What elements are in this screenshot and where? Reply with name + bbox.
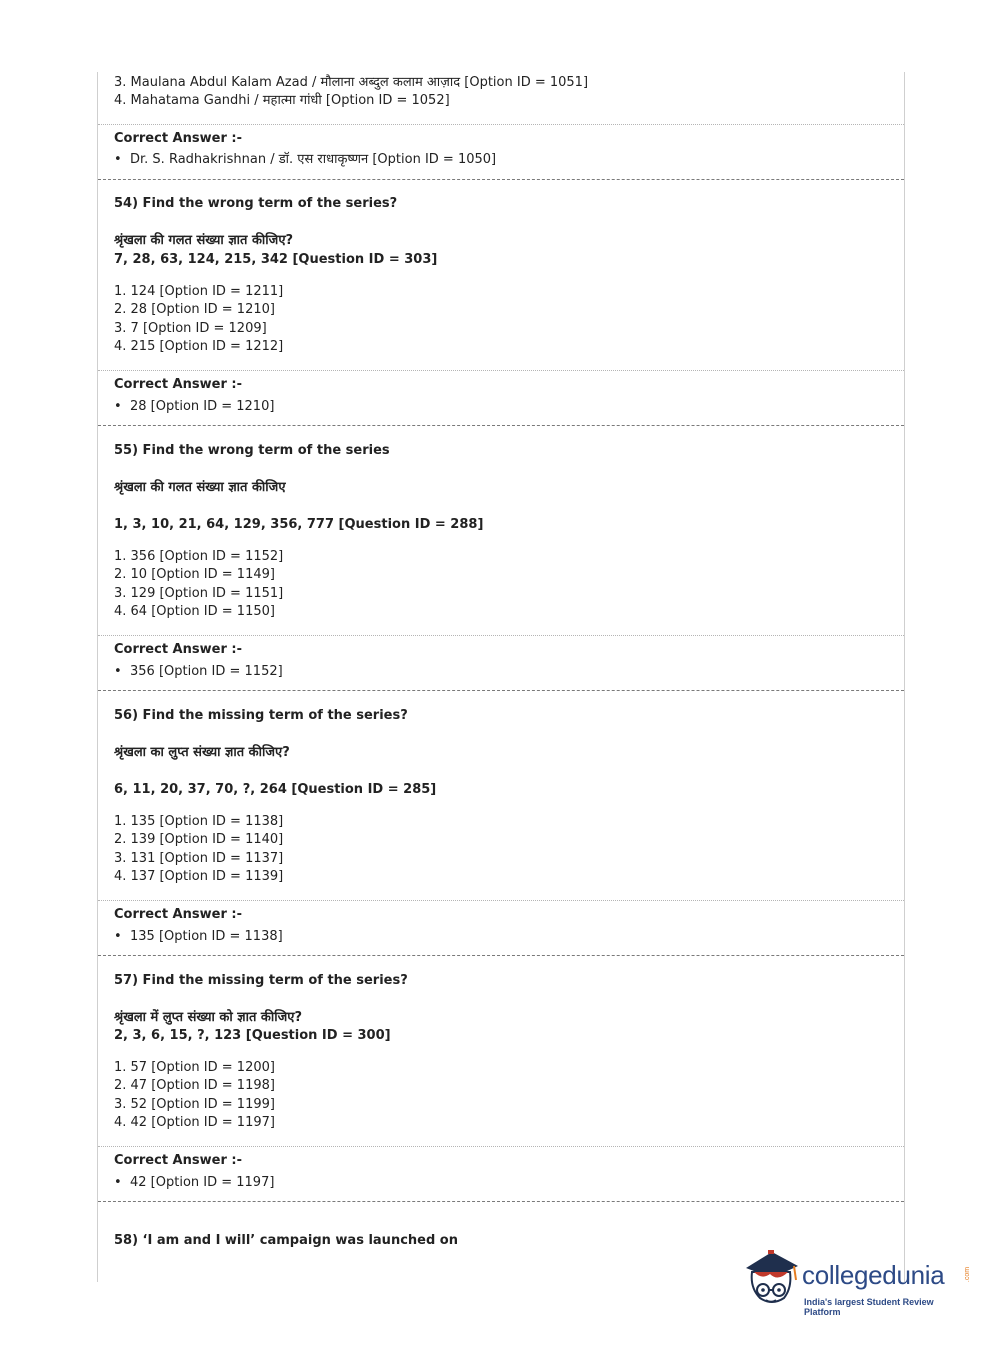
q56-title: 56) Find the missing term of the series? <box>114 708 408 723</box>
q56-correct-label: Correct Answer :- <box>114 907 242 922</box>
q55-option-4: 4. 64 [Option ID = 1150] <box>114 604 275 619</box>
q57-hindi: श्रृंखला में लुप्त संख्या को ज्ञात कीजिए? <box>114 1010 303 1025</box>
logo-wordmark: collegedunia <box>802 1260 945 1290</box>
q55-option-1: 1. 356 [Option ID = 1152] <box>114 549 284 564</box>
q55-option-3: 3. 129 [Option ID = 1151] <box>114 586 284 601</box>
q55-option-2: 2. 10 [Option ID = 1149] <box>114 567 275 582</box>
q54-option-1: 1. 124 [Option ID = 1211] <box>114 284 284 299</box>
q57-option-4: 4. 42 [Option ID = 1197] <box>114 1115 275 1130</box>
question-divider <box>98 690 904 691</box>
q56-correct-answer: • 135 [Option ID = 1138] <box>114 929 283 944</box>
q53-correct-text: Dr. S. Radhakrishnan / डॉ. एस राधाकृष्णन [Option ID = 1050] <box>130 152 497 167</box>
divider <box>98 370 904 371</box>
q55-correct-text: 356 [Option ID = 1152] <box>130 664 283 679</box>
q54-option-2: 2. 28 [Option ID = 1210] <box>114 302 275 317</box>
logo-tagline: India's largest Student Review Platform <box>804 1297 934 1317</box>
q53-option-4: 4. Mahatama Gandhi / महात्मा गांधी [Option ID = 1052] <box>114 93 450 108</box>
q57-correct-label: Correct Answer :- <box>114 1153 242 1168</box>
q56-option-4: 4. 137 [Option ID = 1139] <box>114 869 284 884</box>
q54-series: 7, 28, 63, 124, 215, 342 [Question ID = 303] <box>114 252 438 267</box>
question-divider <box>98 425 904 426</box>
q56-series: 6, 11, 20, 37, 70, ?, 264 [Question ID = 285] <box>114 782 437 797</box>
q57-correct-text: 42 [Option ID = 1197] <box>130 1175 275 1190</box>
q55-hindi: श्रृंखला की गलत संख्या ज्ञात कीजिए <box>114 480 286 495</box>
q58-title: 58) ‘I am and I will’ campaign was launched on <box>114 1233 458 1248</box>
q57-title: 57) Find the missing term of the series? <box>114 973 408 988</box>
q53-correct-answer: • Dr. S. Radhakrishnan / डॉ. एस राधाकृष्णन [Option ID = 1050] <box>114 152 497 167</box>
q54-correct-answer: • 28 [Option ID = 1210] <box>114 399 275 414</box>
q56-option-1: 1. 135 [Option ID = 1138] <box>114 814 284 829</box>
q54-hindi: श्रृंखला की गलत संख्या ज्ञात कीजिए? <box>114 233 294 248</box>
q56-option-3: 3. 131 [Option ID = 1137] <box>114 851 284 866</box>
divider <box>98 1146 904 1147</box>
q57-series: 2, 3, 6, 15, ?, 123 [Question ID = 300] <box>114 1028 391 1043</box>
collegedunia-logo <box>742 1246 972 1316</box>
question-divider <box>98 1201 904 1202</box>
divider <box>98 124 904 125</box>
logo-domain-suffix: .com <box>964 1266 972 1283</box>
q53-correct-label: Correct Answer :- <box>114 131 242 146</box>
q55-series: 1, 3, 10, 21, 64, 129, 356, 777 [Question ID = 288] <box>114 517 484 532</box>
q53-option-3: 3. Maulana Abdul Kalam Azad / मौलाना अब्दुल कलाम आज़ाद [Option ID = 1051] <box>114 75 589 90</box>
q54-correct-label: Correct Answer :- <box>114 377 242 392</box>
q57-option-2: 2. 47 [Option ID = 1198] <box>114 1078 275 1093</box>
divider <box>98 635 904 636</box>
q55-title: 55) Find the wrong term of the series <box>114 443 390 458</box>
question-divider <box>98 955 904 956</box>
question-divider <box>98 179 904 180</box>
mascot-icon <box>742 1246 804 1312</box>
q55-correct-answer: • 356 [Option ID = 1152] <box>114 664 283 679</box>
q56-option-2: 2. 139 [Option ID = 1140] <box>114 832 284 847</box>
q57-option-1: 1. 57 [Option ID = 1200] <box>114 1060 275 1075</box>
document-page <box>97 72 905 1282</box>
q54-option-4: 4. 215 [Option ID = 1212] <box>114 339 284 354</box>
q54-correct-text: 28 [Option ID = 1210] <box>130 399 275 414</box>
q56-correct-text: 135 [Option ID = 1138] <box>130 929 283 944</box>
q56-hindi: श्रृंखला का लुप्त संख्या ज्ञात कीजिए? <box>114 745 290 760</box>
q55-correct-label: Correct Answer :- <box>114 642 242 657</box>
q54-title: 54) Find the wrong term of the series? <box>114 196 398 211</box>
q57-option-3: 3. 52 [Option ID = 1199] <box>114 1097 275 1112</box>
divider <box>98 900 904 901</box>
q54-option-3: 3. 7 [Option ID = 1209] <box>114 321 267 336</box>
q57-correct-answer: • 42 [Option ID = 1197] <box>114 1175 275 1190</box>
